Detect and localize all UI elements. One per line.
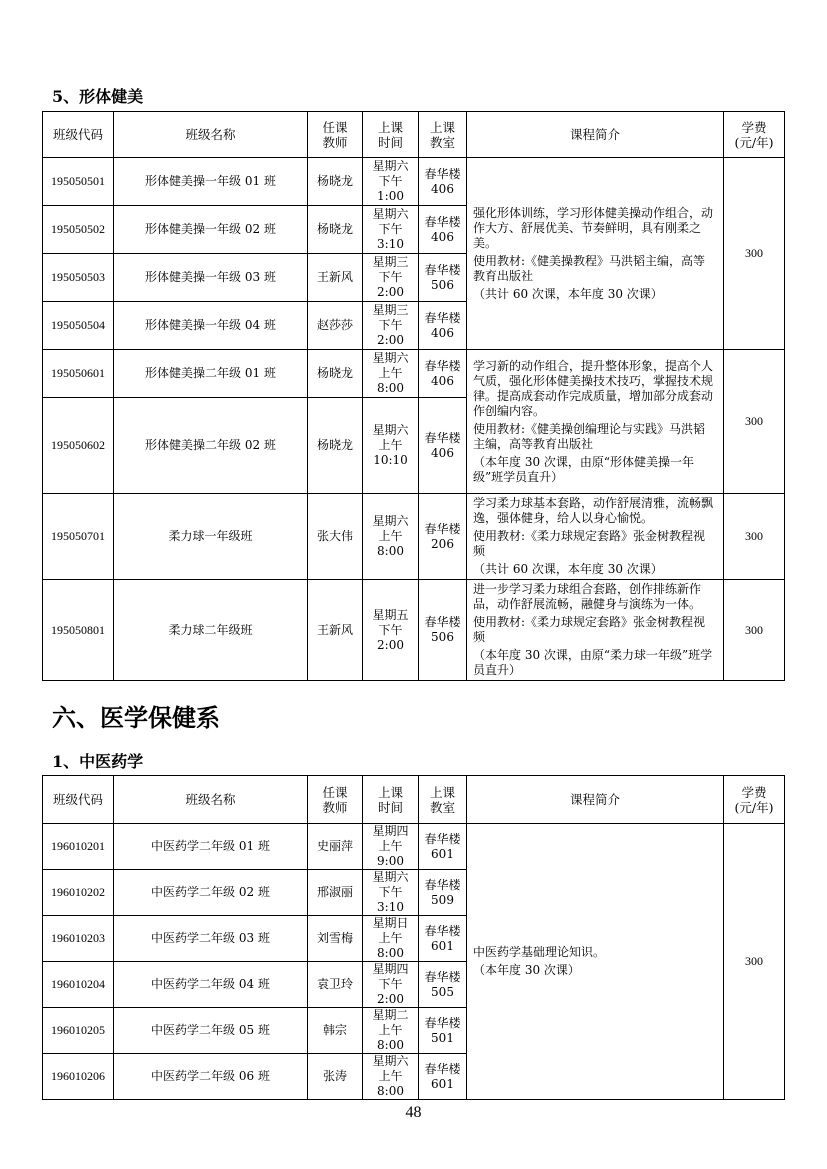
table-row [43, 494, 785, 580]
classroom: 春华楼 406 [419, 302, 467, 350]
header-code: 班级代码 [43, 112, 114, 158]
class-name: 形体健美操一年级 02 班 [114, 206, 308, 254]
classroom: 春华楼 406 [419, 398, 467, 494]
classroom: 春华楼 406 [419, 158, 467, 206]
class-code: 195050502 [43, 206, 114, 254]
course-intro: 进一步学习柔力球组合套路，创作排练新作品，动作舒展流畅，融健身与演练为一体。 使用教材:《柔力球规定套路》张金树教程视频 （本年度 30 次课，由原“柔力球一年级”班学员直升） [467, 580, 724, 681]
classroom: 春华楼 601 [419, 916, 467, 962]
class-name: 形体健美操一年级 03 班 [114, 254, 308, 302]
course-table-tcm [42, 775, 785, 1100]
classroom: 春华楼 406 [419, 206, 467, 254]
header-teacher: 任课 教师 [308, 776, 363, 824]
header-room: 上课 教室 [419, 776, 467, 824]
class-name: 柔力球一年级班 [114, 494, 308, 580]
class-code: 196010205 [43, 1008, 114, 1054]
class-name: 中医药学二年级 01 班 [114, 824, 308, 870]
class-code: 196010202 [43, 870, 114, 916]
class-code: 195050701 [43, 494, 114, 580]
page-number: 48 [405, 1104, 422, 1121]
class-code: 196010203 [43, 916, 114, 962]
header-intro: 课程简介 [467, 776, 724, 824]
classroom: 春华楼 601 [419, 824, 467, 870]
class-time: 星期四 下午 2:00 [363, 962, 419, 1008]
tuition-fee: 300 [724, 580, 785, 681]
class-time: 星期六 上午 8:00 [363, 494, 419, 580]
teacher: 韩宗 [308, 1008, 363, 1054]
class-code: 196010206 [43, 1054, 114, 1100]
class-time: 星期五 下午 2:00 [363, 580, 419, 681]
class-name: 形体健美操一年级 04 班 [114, 302, 308, 350]
class-code: 196010201 [43, 824, 114, 870]
teacher: 张涛 [308, 1054, 363, 1100]
class-name: 形体健美操一年级 01 班 [114, 158, 308, 206]
section-heading-fitness: 5、形体健美 [52, 87, 144, 106]
header-fee: 学费 (元/年) [724, 776, 785, 824]
header-time: 上课 时间 [363, 112, 419, 158]
table-header-row [43, 776, 785, 824]
classroom: 春华楼 505 [419, 962, 467, 1008]
classroom: 春华楼 206 [419, 494, 467, 580]
class-time: 星期日 上午 8:00 [363, 916, 419, 962]
section-heading-tcm: 1、中医药学 [52, 752, 144, 771]
course-intro: 中医药学基础理论知识。 （本年度 30 次课） [467, 824, 724, 1100]
teacher: 杨晓龙 [308, 206, 363, 254]
class-code: 195050602 [43, 398, 114, 494]
header-time: 上课 时间 [363, 776, 419, 824]
classroom: 春华楼 501 [419, 1008, 467, 1054]
teacher: 袁卫玲 [308, 962, 363, 1008]
header-intro: 课程简介 [467, 112, 724, 158]
tuition-fee: 300 [724, 824, 785, 1100]
classroom: 春华楼 601 [419, 1054, 467, 1100]
class-time: 星期三 下午 2:00 [363, 302, 419, 350]
teacher: 杨晓龙 [308, 398, 363, 494]
course-intro: 学习柔力球基本套路，动作舒展清雅，流畅飘逸，强体健身，给人以身心愉悦。 使用教材:《柔力球规定套路》张金树教程视频 （共计 60 次课，本年度 30 次课） [467, 494, 724, 580]
class-name: 柔力球二年级班 [114, 580, 308, 681]
teacher: 赵莎莎 [308, 302, 363, 350]
header-teacher: 任课 教师 [308, 112, 363, 158]
class-time: 星期三 下午 2:00 [363, 254, 419, 302]
header-code: 班级代码 [43, 776, 114, 824]
table-row [43, 350, 785, 398]
class-time: 星期六 下午 3:10 [363, 206, 419, 254]
classroom: 春华楼 506 [419, 254, 467, 302]
tuition-fee: 300 [724, 158, 785, 350]
course-table-fitness [42, 111, 785, 681]
class-code: 196010204 [43, 962, 114, 1008]
class-time: 星期四 上午 9:00 [363, 824, 419, 870]
class-name: 中医药学二年级 04 班 [114, 962, 308, 1008]
class-time: 星期六 下午 3:10 [363, 870, 419, 916]
course-intro: 强化形体训练，学习形体健美操动作组合，动作大方、舒展优美、节奏鲜明，具有刚柔之美。 使用教材:《健美操教程》马洪韬主编，高等教育出版社 （共计 60 次课，本年度 30 次课） [467, 158, 724, 350]
class-time: 星期六 下午 1:00 [363, 158, 419, 206]
class-time: 星期六 上午 8:00 [363, 1054, 419, 1100]
teacher: 王新风 [308, 580, 363, 681]
course-intro: 学习新的动作组合，提升整体形象，提高个人气质，强化形体健美操技术技巧，掌握技术规律。提高成套动作完成质量，增加部分成套动作创编内容。 使用教材:《健美操创编理论与实践》马洪韬主编，高等教育出版社 （本年度 30 次课，由原“形体健美操一年级”班学员直升） [467, 350, 724, 494]
class-code: 195050503 [43, 254, 114, 302]
class-time: 星期六 上午 10:10 [363, 398, 419, 494]
class-time: 星期二 上午 8:00 [363, 1008, 419, 1054]
classroom: 春华楼 406 [419, 350, 467, 398]
class-name: 中医药学二年级 02 班 [114, 870, 308, 916]
class-code: 195050501 [43, 158, 114, 206]
class-name: 形体健美操二年级 02 班 [114, 398, 308, 494]
teacher: 史丽萍 [308, 824, 363, 870]
class-name: 中医药学二年级 06 班 [114, 1054, 308, 1100]
table-row [43, 158, 785, 206]
teacher: 邢淑丽 [308, 870, 363, 916]
teacher: 杨晓龙 [308, 350, 363, 398]
class-name: 中医药学二年级 05 班 [114, 1008, 308, 1054]
header-room: 上课 教室 [419, 112, 467, 158]
class-time: 星期六 上午 8:00 [363, 350, 419, 398]
table-row [43, 824, 785, 870]
tuition-fee: 300 [724, 350, 785, 494]
class-name: 中医药学二年级 03 班 [114, 916, 308, 962]
tuition-fee: 300 [724, 494, 785, 580]
department-heading-medical: 六、医学保健系 [52, 703, 220, 732]
class-code: 195050504 [43, 302, 114, 350]
teacher: 杨晓龙 [308, 158, 363, 206]
header-name: 班级名称 [114, 112, 308, 158]
class-code: 195050601 [43, 350, 114, 398]
teacher: 刘雪梅 [308, 916, 363, 962]
header-name: 班级名称 [114, 776, 308, 824]
table-header-row [43, 112, 785, 158]
teacher: 张大伟 [308, 494, 363, 580]
classroom: 春华楼 509 [419, 870, 467, 916]
class-name: 形体健美操二年级 01 班 [114, 350, 308, 398]
class-code: 195050801 [43, 580, 114, 681]
classroom: 春华楼 506 [419, 580, 467, 681]
teacher: 王新风 [308, 254, 363, 302]
table-row [43, 580, 785, 681]
header-fee: 学费 (元/年) [724, 112, 785, 158]
